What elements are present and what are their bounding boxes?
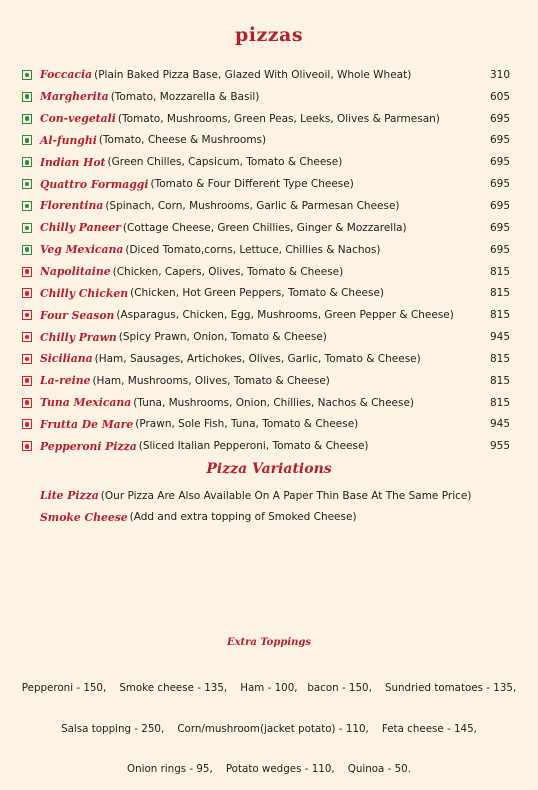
veg-indicator-icon [22,114,32,124]
variation-item [40,485,471,507]
nonveg-indicator-icon [22,310,32,320]
menu-item-name: Con-vegetali [40,112,116,126]
extra-toppings-line: Onion rings - 95, Potato wedges - 110, Quinoa - 50. [126,763,411,775]
menu-item-price: 695 [489,112,510,125]
veg-indicator-icon [22,201,32,211]
extra-toppings-title: Extra Toppings [226,637,312,648]
menu-item-name: La-reine [40,374,91,388]
veg-indicator-icon [22,135,32,145]
menu-item-price: 945 [489,331,510,344]
menu-item-name: Siciliana [40,352,93,366]
veg-indicator-icon [22,179,32,189]
menu-item [22,435,510,457]
nonveg-indicator-icon [22,441,32,451]
menu-item-price: 815 [489,374,510,387]
variation-description: (Our Pizza Are Also Available On A Paper Thin Base At The Same Price) [100,489,472,502]
menu-item-price: 815 [489,309,510,322]
nonveg-indicator-icon [22,376,32,386]
menu-item [22,414,510,436]
extra-toppings-line: Pepperoni - 150, Smoke cheese - 135, Ham - 100, bacon - 150, Sundried tomatoes - 135, [21,682,517,694]
menu-item-description: (Chicken, Capers, Olives, Tomato & Cheese) [112,265,344,278]
menu-item-name: Indian Hot [40,155,106,169]
menu-item [22,348,510,370]
menu-item-name: Florentina [40,199,104,213]
extra-toppings-list [0,655,538,790]
menu-item-description: (Tomato, Mushrooms, Green Peas, Leeks, Olives & Parmesan) [117,112,440,125]
menu-item [22,130,510,152]
extra-toppings-line: Salsa topping - 250, Corn/mushroom(jacket potato) - 110, Feta cheese - 145, [61,722,477,735]
variations-list [40,485,471,528]
menu-item-name: Four Season [40,308,115,322]
menu-item-name: Veg Mexicana [40,243,124,257]
menu-item-price: 815 [489,265,510,278]
menu-item-name: Frutta De Mare [40,417,134,431]
menu-item-description: (Tomato, Cheese & Mushrooms) [98,134,267,147]
menu-item-description: (Tomato, Mozzarella & Basil) [110,90,260,103]
variation-name: Lite Pizza [40,489,99,503]
menu-item [22,86,510,108]
menu-item-name: Chilly Chicken [40,286,129,300]
menu-item-name: Pepperoni Pizza [40,439,137,453]
menu-item-price: 945 [489,418,510,431]
menu-item-name: Quattro Formaggi [40,177,149,191]
menu-item [22,392,510,414]
variation-name: Smoke Cheese [40,510,128,524]
menu-item [22,173,510,195]
veg-indicator-icon [22,157,32,167]
variations-title: Pizza Variations [206,461,332,477]
menu-item-price: 695 [489,178,510,191]
nonveg-indicator-icon [22,267,32,277]
menu-item-description: (Spicy Prawn, Onion, Tomato & Cheese) [118,331,327,344]
menu-item-description: (Ham, Sausages, Artichokes, Olives, Garlic, Tomato & Cheese) [94,352,421,365]
nonveg-indicator-icon [22,288,32,298]
veg-indicator-icon [22,70,32,80]
menu-item [22,370,510,392]
menu-item-description: (Ham, Mushrooms, Olives, Tomato & Cheese) [92,374,330,387]
menu-item [22,217,510,239]
page-title: pizzas [234,24,304,46]
menu-item-price: 695 [489,134,510,147]
menu-item [22,282,510,304]
menu-item-description: (Tomato & Four Different Type Cheese) [150,178,354,191]
menu-item [22,195,510,217]
menu-item-price: 605 [489,90,510,103]
nonveg-indicator-icon [22,398,32,408]
menu-item-name: Chilly Prawn [40,330,117,344]
menu-item [22,64,510,86]
menu-item-description: (Plain Baked Pizza Base, Glazed With Oliveoil, Whole Wheat) [94,68,412,81]
pizza-menu-list [22,64,510,457]
menu-item-name: Margherita [40,90,109,104]
menu-item-price: 695 [489,221,510,234]
variation-item [40,507,471,529]
menu-item [22,108,510,130]
menu-item-price: 815 [489,352,510,365]
menu-item-description: (Prawn, Sole Fish, Tuna, Tomato & Cheese) [135,418,359,431]
menu-item-name: Napolitaine [40,265,111,279]
menu-item-name: Foccacia [40,68,93,82]
menu-item [22,239,510,261]
menu-item-price: 815 [489,396,510,409]
menu-item-description: (Cottage Cheese, Green Chillies, Ginger & Mozzarella) [122,221,407,234]
menu-item [22,151,510,173]
menu-item-name: Al-funghi [40,133,97,147]
menu-item-price: 695 [489,243,510,256]
menu-item-description: (Asparagus, Chicken, Egg, Mushrooms, Green Pepper & Cheese) [116,309,454,322]
menu-item-description: (Diced Tomato,corns, Lettuce, Chillies & Nachos) [125,243,381,256]
veg-indicator-icon [22,245,32,255]
menu-item-price: 695 [489,199,510,212]
veg-indicator-icon [22,223,32,233]
menu-item-price: 695 [489,156,510,169]
nonveg-indicator-icon [22,332,32,342]
menu-item-name: Tuna Mexicana [40,396,132,410]
menu-item [22,326,510,348]
veg-indicator-icon [22,92,32,102]
menu-item-description: (Chicken, Hot Green Peppers, Tomato & Cheese) [130,287,385,300]
menu-item-price: 955 [489,440,510,453]
menu-item-description: (Sliced Italian Pepperoni, Tomato & Cheese) [138,440,369,453]
menu-item [22,304,510,326]
variation-description: (Add and extra topping of Smoked Cheese) [129,511,357,524]
menu-item-name: Chilly Paneer [40,221,121,235]
menu-item-price: 815 [489,287,510,300]
nonveg-indicator-icon [22,354,32,364]
menu-item-description: (Green Chilles, Capsicum, Tomato & Cheese) [107,156,343,169]
menu-item-description: (Spinach, Corn, Mushrooms, Garlic & Parmesan Cheese) [105,199,400,212]
menu-item [22,261,510,283]
nonveg-indicator-icon [22,419,32,429]
menu-item-price: 310 [489,68,510,81]
menu-item-description: (Tuna, Mushrooms, Onion, Chillies, Nachos & Cheese) [133,396,415,409]
